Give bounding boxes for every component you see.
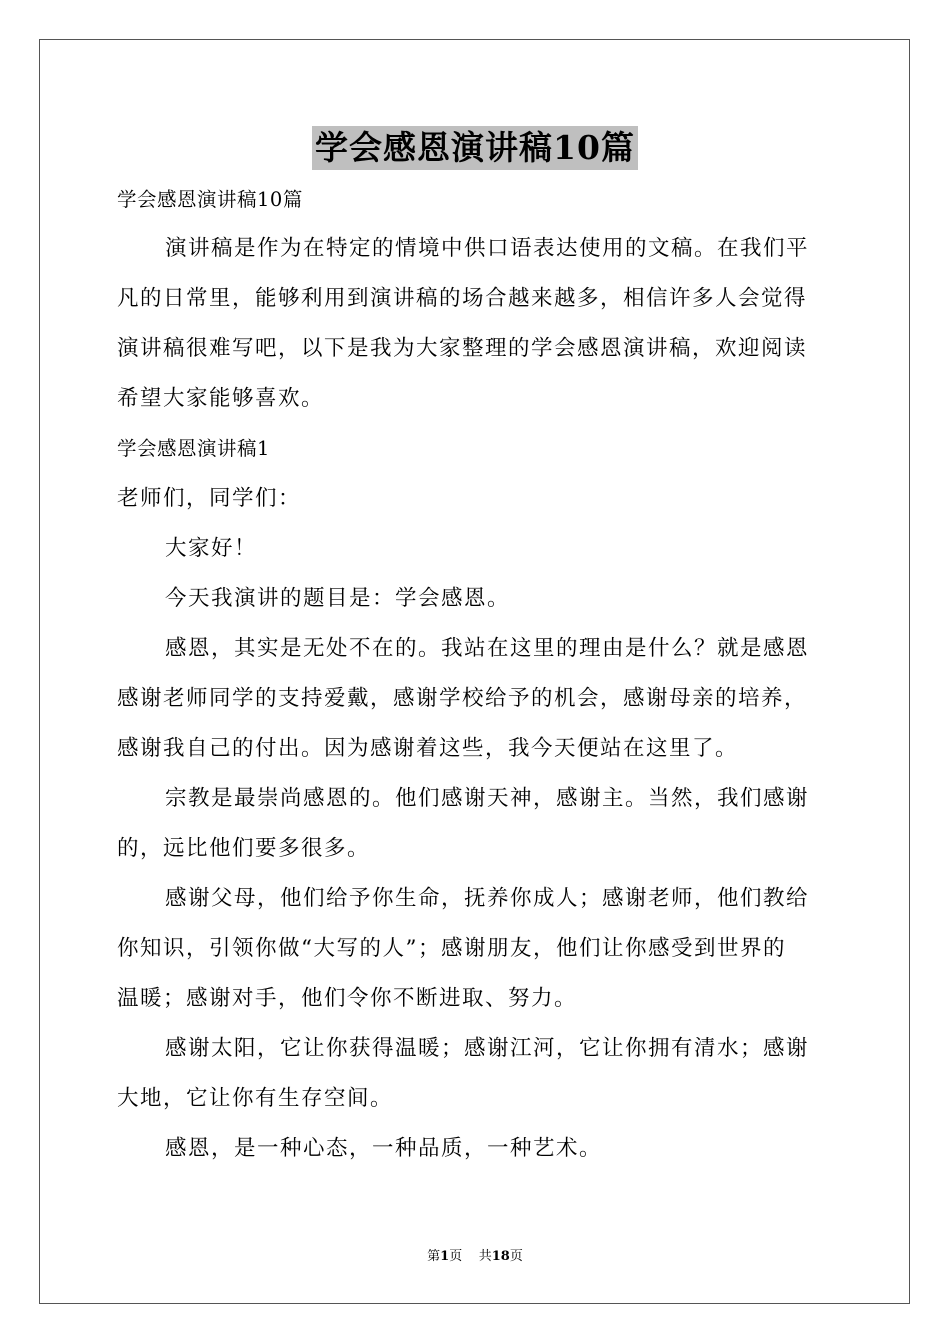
intro-line: 希望大家能够喜欢。 bbox=[117, 386, 325, 411]
total-pages: 18 bbox=[491, 1249, 510, 1264]
document-title: 学会感恩演讲稿10篇 bbox=[312, 126, 638, 170]
intro-line: 凡的日常里，能够利用到演讲稿的场合越来越多，相信许多人会觉得 bbox=[117, 286, 808, 311]
paragraph-line: 感谢父母，他们给予你生命，抚养你成人；感谢老师，他们教给 bbox=[165, 886, 810, 911]
page-footer bbox=[0, 1248, 950, 1266]
paragraph-line: 的，远比他们要多很多。 bbox=[117, 836, 371, 861]
total-suffix: 页 bbox=[509, 1249, 523, 1264]
salutation: 老师们，同学们： bbox=[117, 486, 302, 511]
paragraph-line: 温暖；感谢对手，他们令你不断进取、努力。 bbox=[117, 986, 578, 1011]
greeting: 大家好！ bbox=[165, 536, 258, 561]
paragraph-line: 感谢我自己的付出。因为感谢着这些，我今天便站在这里了。 bbox=[117, 736, 739, 761]
total-prefix: 共 bbox=[478, 1249, 492, 1264]
page-prefix: 第 bbox=[427, 1249, 441, 1264]
section-heading: 学会感恩演讲稿1 bbox=[117, 437, 270, 460]
title-container bbox=[0, 126, 950, 170]
intro-line: 演讲稿很难写吧，以下是我为大家整理的学会感恩演讲稿，欢迎阅读 bbox=[117, 336, 808, 361]
paragraph-line: 你知识，引领你做“大写的人”；感谢朋友，他们让你感受到世界的 bbox=[117, 936, 786, 961]
page-suffix: 页 bbox=[449, 1249, 463, 1264]
paragraph-line: 大地，它让你有生存空间。 bbox=[117, 1086, 394, 1111]
paragraph-line: 感恩，是一种心态，一种品质，一种艺术。 bbox=[165, 1136, 603, 1161]
paragraph-line: 感谢太阳，它让你获得温暖；感谢江河，它让你拥有清水；感谢 bbox=[165, 1036, 810, 1061]
paragraph-line: 感恩，其实是无处不在的。我站在这里的理由是什么？就是感恩 bbox=[165, 636, 810, 661]
paragraph-line: 宗教是最崇尚感恩的。他们感谢天神，感谢主。当然，我们感谢 bbox=[165, 786, 810, 811]
document-subtitle: 学会感恩演讲稿10篇 bbox=[117, 188, 303, 211]
paragraph-line: 感谢老师同学的支持爱戴，感谢学校给予的机会，感谢母亲的培养， bbox=[117, 686, 808, 711]
page-number: 1 bbox=[440, 1249, 450, 1264]
intro-line: 演讲稿是作为在特定的情境中供口语表达使用的文稿。在我们平 bbox=[165, 236, 810, 261]
topic-line: 今天我演讲的题目是：学会感恩。 bbox=[165, 586, 511, 611]
